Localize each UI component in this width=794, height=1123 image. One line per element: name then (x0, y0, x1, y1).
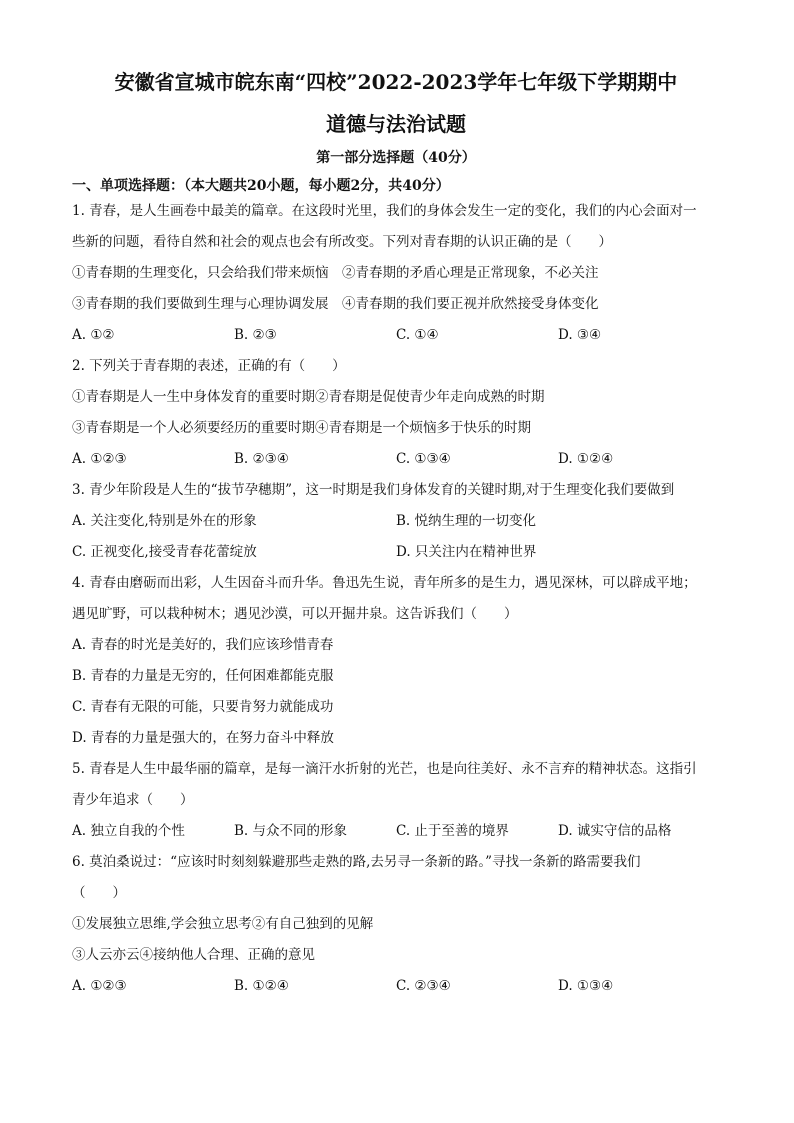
option-c: C. 青春有无限的可能，只要肯努力就能成功 (72, 699, 334, 715)
question-statement: ①青春期是人一生中身体发育的重要时期②青春期是促使青少年走向成熟的时期 (72, 389, 545, 405)
part-heading: 一、单项选择题：（本大题共20小题，每小题2分，共40分） (72, 178, 450, 194)
option-b: B. ①②④ (234, 978, 289, 994)
question-stem-line: 2. 下列关于青春期的表述，正确的有（ ） (72, 358, 346, 374)
question-stem-line: 青少年追求（ ） (72, 792, 194, 808)
option-row (72, 506, 720, 537)
question-statement: ①发展独立思维,学会独立思考②有自己独到的见解 (72, 916, 374, 932)
option-a: A. 青春的时光是美好的，我们应该珍惜青春 (72, 637, 334, 653)
option-c: C. ②③④ (396, 978, 451, 994)
option-b: B. 悦纳生理的一切变化 (396, 513, 537, 529)
question-stem-line: 6. 莫泊桑说过：“应该时时刻刻躲避那些走熟的路,去另寻一条新的路。”寻找一条新的路需要我们 (72, 854, 641, 870)
question-statement: ③青春期的我们要做到生理与心理协调发展 ④青春期的我们要正视并欣然接受身体变化 (72, 296, 599, 312)
question-stem-line: 4. 青春由磨砺而出彩，人生因奋斗而升华。鲁迅先生说，青年所多的是生力，遇见深林，可以辟成平地； (72, 575, 697, 591)
question-3 (72, 475, 720, 568)
option-row (72, 444, 720, 475)
question-4 (72, 568, 720, 754)
question-statement: ③青春期是一个人必须要经历的重要时期④青春期是一个烦恼多于快乐的时期 (72, 420, 531, 436)
question-1 (72, 196, 720, 351)
section-heading: 第一部分选择题（40分） (316, 150, 476, 166)
option-a: A. ①② (72, 327, 115, 343)
option-a: A. ①②③ (72, 451, 127, 467)
exam-subject-title: 道德与法治试题 (326, 112, 466, 136)
question-6 (72, 847, 720, 1002)
option-d: D. 诚实守信的品格 (558, 823, 672, 839)
option-row (72, 816, 720, 847)
question-stem-line: （ ） (72, 885, 126, 901)
option-d: D. 只关注内在精神世界 (396, 544, 537, 560)
question-stem-line: 些新的问题，看待自然和社会的观点也会有所改变。下列对青春期的认识正确的是（ ） (72, 234, 612, 250)
option-a: A. ①②③ (72, 978, 127, 994)
question-stem-line: 5. 青春是人生中最华丽的篇章，是每一滴汗水折射的光芒，也是向往美好、永不言弃的精神状态。这指引 (72, 761, 697, 777)
option-b: B. 与众不同的形象 (234, 823, 348, 839)
question-5 (72, 754, 720, 847)
option-c: C. ①③④ (396, 451, 451, 467)
option-c: C. ①④ (396, 327, 439, 343)
option-row (72, 537, 720, 568)
option-d: D. ①②④ (558, 451, 614, 467)
option-a: A. 独立自我的个性 (72, 823, 185, 839)
question-statement: ①青春期的生理变化，只会给我们带来烦恼 ②青春期的矛盾心理是正常现象，不必关注 (72, 265, 599, 281)
option-a: A. 关注变化,特别是外在的形象 (72, 513, 257, 529)
option-b: B. ②③ (234, 327, 277, 343)
option-c: C. 止于至善的境界 (396, 823, 509, 839)
option-row (72, 971, 720, 1002)
question-stem-line: 遇见旷野，可以栽种树木；遇见沙漠，可以开掘井泉。这告诉我们（ ） (72, 606, 518, 622)
question-stem-line: 3. 青少年阶段是人生的“拔节孕穗期”，这一时期是我们身体发育的关键时期,对于生理变化我们要做到 (72, 482, 675, 498)
question-2 (72, 351, 720, 475)
question-statement: ③人云亦云④接纳他人合理、正确的意见 (72, 947, 315, 963)
option-c: C. 正视变化,接受青春花蕾绽放 (72, 544, 257, 560)
option-row (72, 320, 720, 351)
option-d: D. 青春的力量是强大的，在努力奋斗中释放 (72, 730, 334, 746)
question-stem-line: 1. 青春，是人生画卷中最美的篇章。在这段时光里，我们的身体会发生一定的变化，我们的内心会面对一 (72, 203, 697, 219)
option-b: B. ②③④ (234, 451, 289, 467)
option-d: D. ③④ (558, 327, 602, 343)
option-b: B. 青春的力量是无穷的，任何困难都能克服 (72, 668, 334, 684)
option-d: D. ①③④ (558, 978, 614, 994)
exam-title: 安徽省宣城市皖东南“四校”2022-2023学年七年级下学期期中 (114, 70, 678, 94)
